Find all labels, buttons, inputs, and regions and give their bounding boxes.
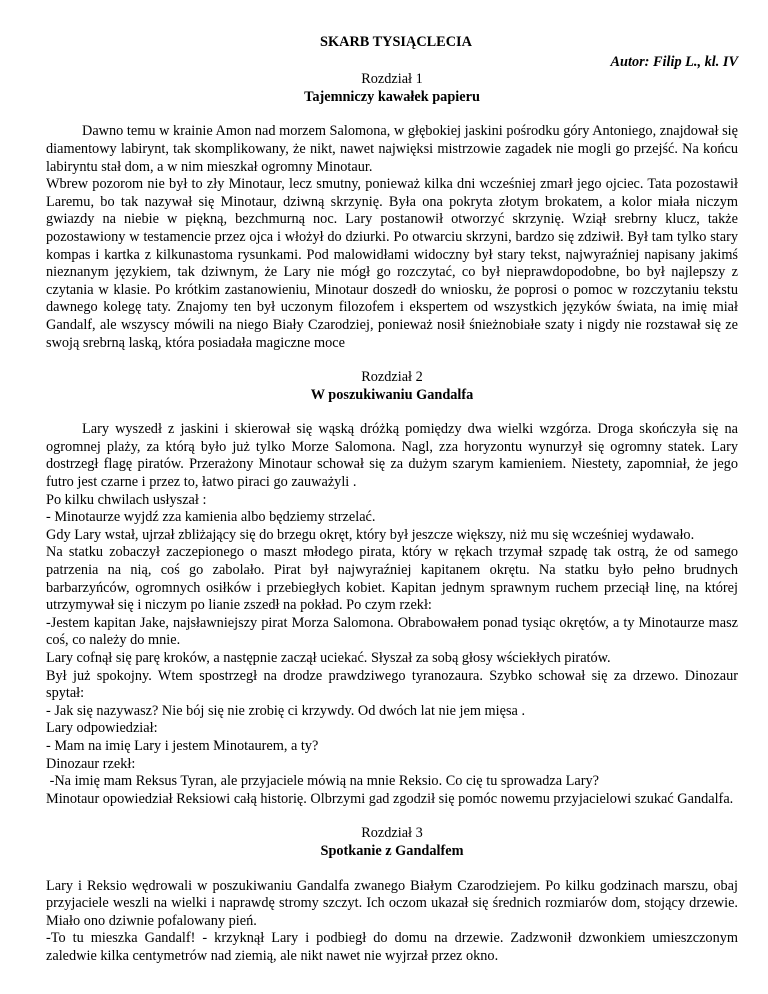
paragraph: Lary odpowiedział: (46, 720, 158, 737)
paragraph: Dinozaur rzekł: (46, 755, 136, 772)
dialogue-line: - Jak się nazywasz? Nie bój się nie zrobię ci krzywdy. Od dwóch lat nie jem mięsa . (46, 702, 526, 719)
chapter-number: Rozdział 1 (361, 71, 423, 88)
dialogue-line: -Na imię mam Reksus Tyran, ale przyjaciele mówią na mnie Reksio. Co cię tu sprowadza Lary? (46, 773, 599, 790)
paragraph: Lary i Reksio wędrowali w poszukiwaniu Gandalfa zwanego Białym Czarodziejem. Po kilku godzinach marszu, obaj przyjaciele weszli na wielki i naprawdę stromy szczyt. Ich oczom ukazał się średnich rozmiarów dom, stojący drzewie. Miało ono dziwnie pofalowany pień. (46, 877, 738, 929)
paragraph: Gdy Lary wstał, ujrzał zbliżający się do brzegu okręt, który był jeszcze większy, niż mu się wcześniej wydawało. (46, 526, 695, 543)
dialogue-line: - Mam na imię Lary i jestem Minotaurem, a ty? (46, 737, 319, 754)
document-page (46, 34, 738, 966)
chapter-number: Rozdział 3 (361, 825, 423, 842)
chapter-title: W poszukiwaniu Gandalfa (310, 386, 474, 403)
paragraph: Minotaur opowiedział Reksiowi całą historię. Olbrzymi gad zgodził się pomóc nowemu przyjacielowi szukać Gandalfa. (46, 790, 734, 807)
chapter-heading-1 (46, 71, 738, 106)
paragraph: Po kilku chwilach usłyszał : (46, 491, 207, 508)
chapter-title: Tajemniczy kawałek papieru (304, 88, 480, 105)
paragraph: Na statku zobaczył zaczepionego o maszt młodego pirata, który w rękach trzymał szpadę tak ostrą, że od samego patrzenia na nią, coś go zabolało. Pirat był najwyraźniej kapitanem okrętu. Na statku było pełno brudnych barbarzyńców, ogromnych osiłków i przebiegłych kobiet. Kapitan jednym sprawnym ruchem przeciął linę, na której utrzymywał się i niczym po lianie zszedł na pokład. Po czym rzekł: (46, 544, 738, 614)
paragraph: -To tu mieszka Gandalf! - krzyknął Lary i podbiegł do domu na drzewie. Zadzwonił dzwonkiem umieszczonym zaledwie kilka centymetrów nad ziemią, ale nikt nawet nie wyjrzał przez okno. (46, 930, 738, 964)
story-title: SKARB TYSIĄCLECIA (320, 34, 472, 50)
chapter-number: Rozdział 2 (361, 369, 423, 386)
dialogue-line: - Minotaurze wyjdź zza kamienia albo będziemy strzelać. (46, 509, 376, 526)
chapter-heading-3 (46, 825, 738, 860)
chapter-heading-2 (46, 369, 738, 404)
chapter-title: Spotkanie z Gandalfem (320, 842, 464, 859)
author-line: Autor: Filip L., kl. IV (610, 53, 738, 70)
paragraph: Dawno temu w krainie Amon nad morzem Salomona, w głębokiej jaskini pośrodku góry Antoniego, znajdował się diamentowy labirynt, tak skomplikowany, że nikt, nawet najwięksi mistrzowie zagadek nie mogli go przejść. Na końcu labiryntu stał dom, a w nim mieszkał ogromny Minotaur. (46, 123, 738, 175)
paragraph: Był już spokojny. Wtem spostrzegł na drodze prawdziwego tyranozaura. Szybko schował się za drzewo. Dinozaur spytał: (46, 667, 738, 702)
paragraph: Lary wyszedł z jaskini i skierował się wąską dróżką pomiędzy dwa wielki wzgórza. Droga skończyła się na ogromnej plaży, za którą było już tylko Morze Salomona. Nagl, zza horyzontu wynurzył się ogromny statek. Lary dostrzegł flagę piratów. Przerażony Minotaur schował się za dużym szarym kamieniem. Niestety, zapomniał, że jego futro jest czarne i przez to, łatwo piraci go zauważyli . (46, 421, 738, 491)
paragraph: Wbrew pozorom nie był to zły Minotaur, lecz smutny, ponieważ kilka dni wcześniej zmarł jego ojciec. Tata pozostawił Laremu, bo tak nazywał się Minotaur, dziwną skrzynię. Była ona pokryta złotym brokatem, a kolor miała niczym gwiazdy na niebie w piękną, bezchmurną noc. Lary postanowił otworzyć skrzynię. Wziął srebrny klucz, także pozostawiony w testamencie przez ojca i włożył do dziurki. Po otwarciu skrzyni, bardzo się zdziwił. Był tam tylko stary kompas i kartka z kilkunastoma rysunkami. Pod malowidłami widoczny był stary tekst, najwyraźniej napisany jakimś nieznanym językiem, tak dziwnym, że Lary nie mógł go rozczytać, co był nieprawdopodobne, bo był najlepszy z czytania w klasie. Po krótkim zastanowieniu, Minotaur doszedł do wniosku, że poprosi o pomoc w rozczytaniu tekstu dawnego kolegę taty. Znajomy ten był uczonym filozofem i ekspertem od wszystkich języków świata, na imię miał Gandalf, ale wszyscy mówili na niego Biały Czarodziej, ponieważ nosił śnieżnobiałe szaty i nigdy nie rozstawał się ze swoją srebrną laską, która posiadała magiczne moce (46, 176, 738, 351)
paragraph: Lary cofnął się parę kroków, a następnie zaczął uciekać. Słyszał za sobą głosy wściekłych piratów. (46, 650, 611, 666)
dialogue-line: -Jestem kapitan Jake, najsławniejszy pirat Morza Salomona. Obrabowałem ponad tysiąc okrętów, a ty Minotaurze masz coś, co należy do mnie. (46, 614, 738, 649)
